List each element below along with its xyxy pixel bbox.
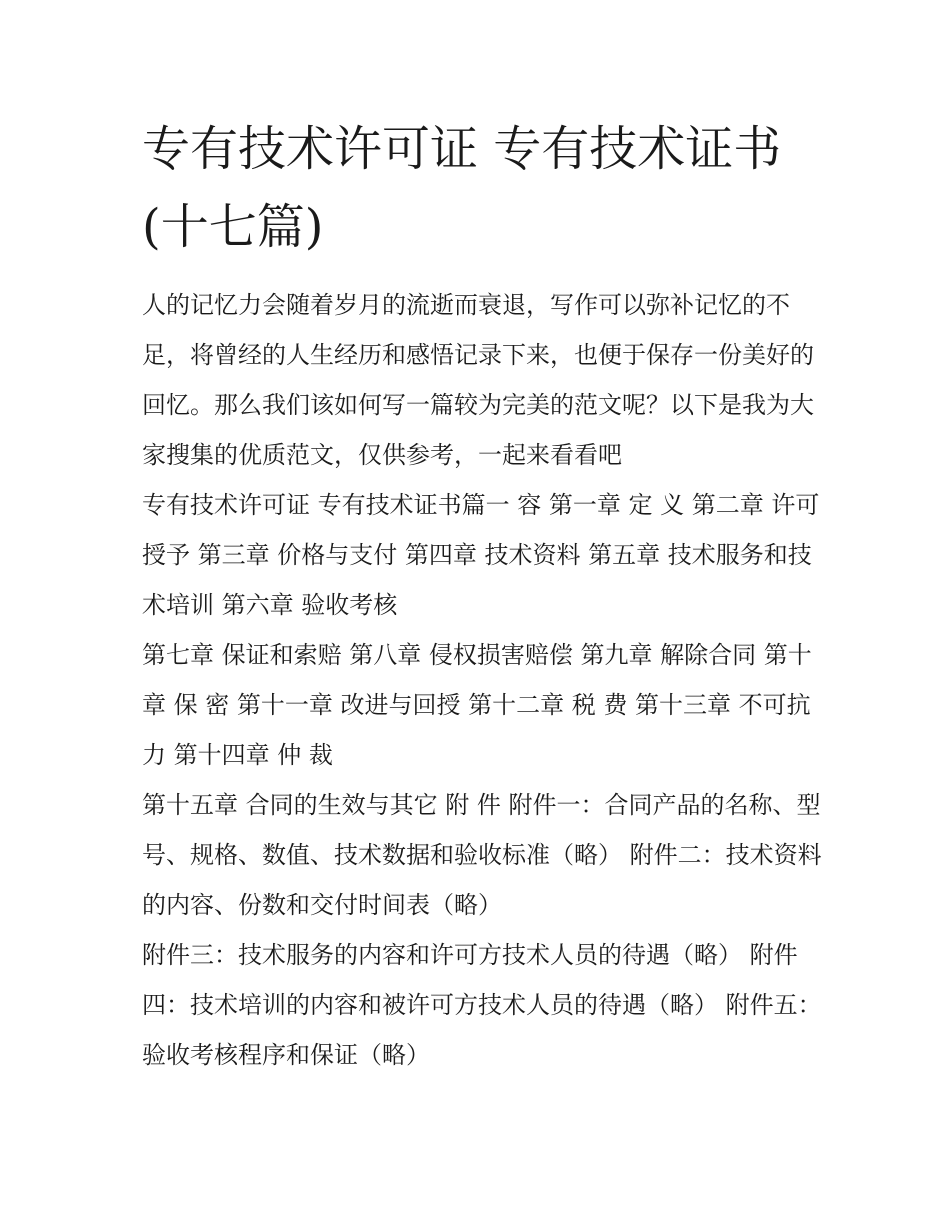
- document-title: 专有技术许可证 专有技术证书(十七篇): [142, 121, 782, 255]
- appendix-paragraph-1: 第十五章 合同的生效与其它 附 件 附件一：合同产品的名称、型号、规格、数值、技术数据和验收标准（略） 附件二：技术资料的内容、份数和交付时间表（略）: [142, 791, 822, 919]
- chapter-list-paragraph-2: 第七章 保证和索赔 第八章 侵权损害赔偿 第九章 解除合同 第十章 保 密 第十一章 改进与回授 第十二章 税 费 第十三章 不可抗力 第十四章 仲 裁: [142, 641, 812, 769]
- document-page: [142, 110, 822, 1080]
- appendix-paragraph-2: 附件三：技术服务的内容和许可方技术人员的待遇（略） 附件四：技术培训的内容和被许可方技术人员的待遇（略） 附件五：验收考核程序和保证（略）: [142, 941, 822, 1069]
- intro-paragraph: 人的记忆力会随着岁月的流逝而衰退，写作可以弥补记忆的不足，将曾经的人生经历和感悟记录下来，也便于保存一份美好的回忆。那么我们该如何写一篇较为完美的范文呢？以下是我为大家搜集的优质范文，仅供参考，一起来看看吧: [142, 291, 814, 469]
- chapter-list-paragraph-1: 专有技术许可证 专有技术证书篇一 容 第一章 定 义 第二章 许可授予 第三章 价格与支付 第四章 技术资料 第五章 技术服务和技术培训 第六章 验收考核: [142, 491, 820, 619]
